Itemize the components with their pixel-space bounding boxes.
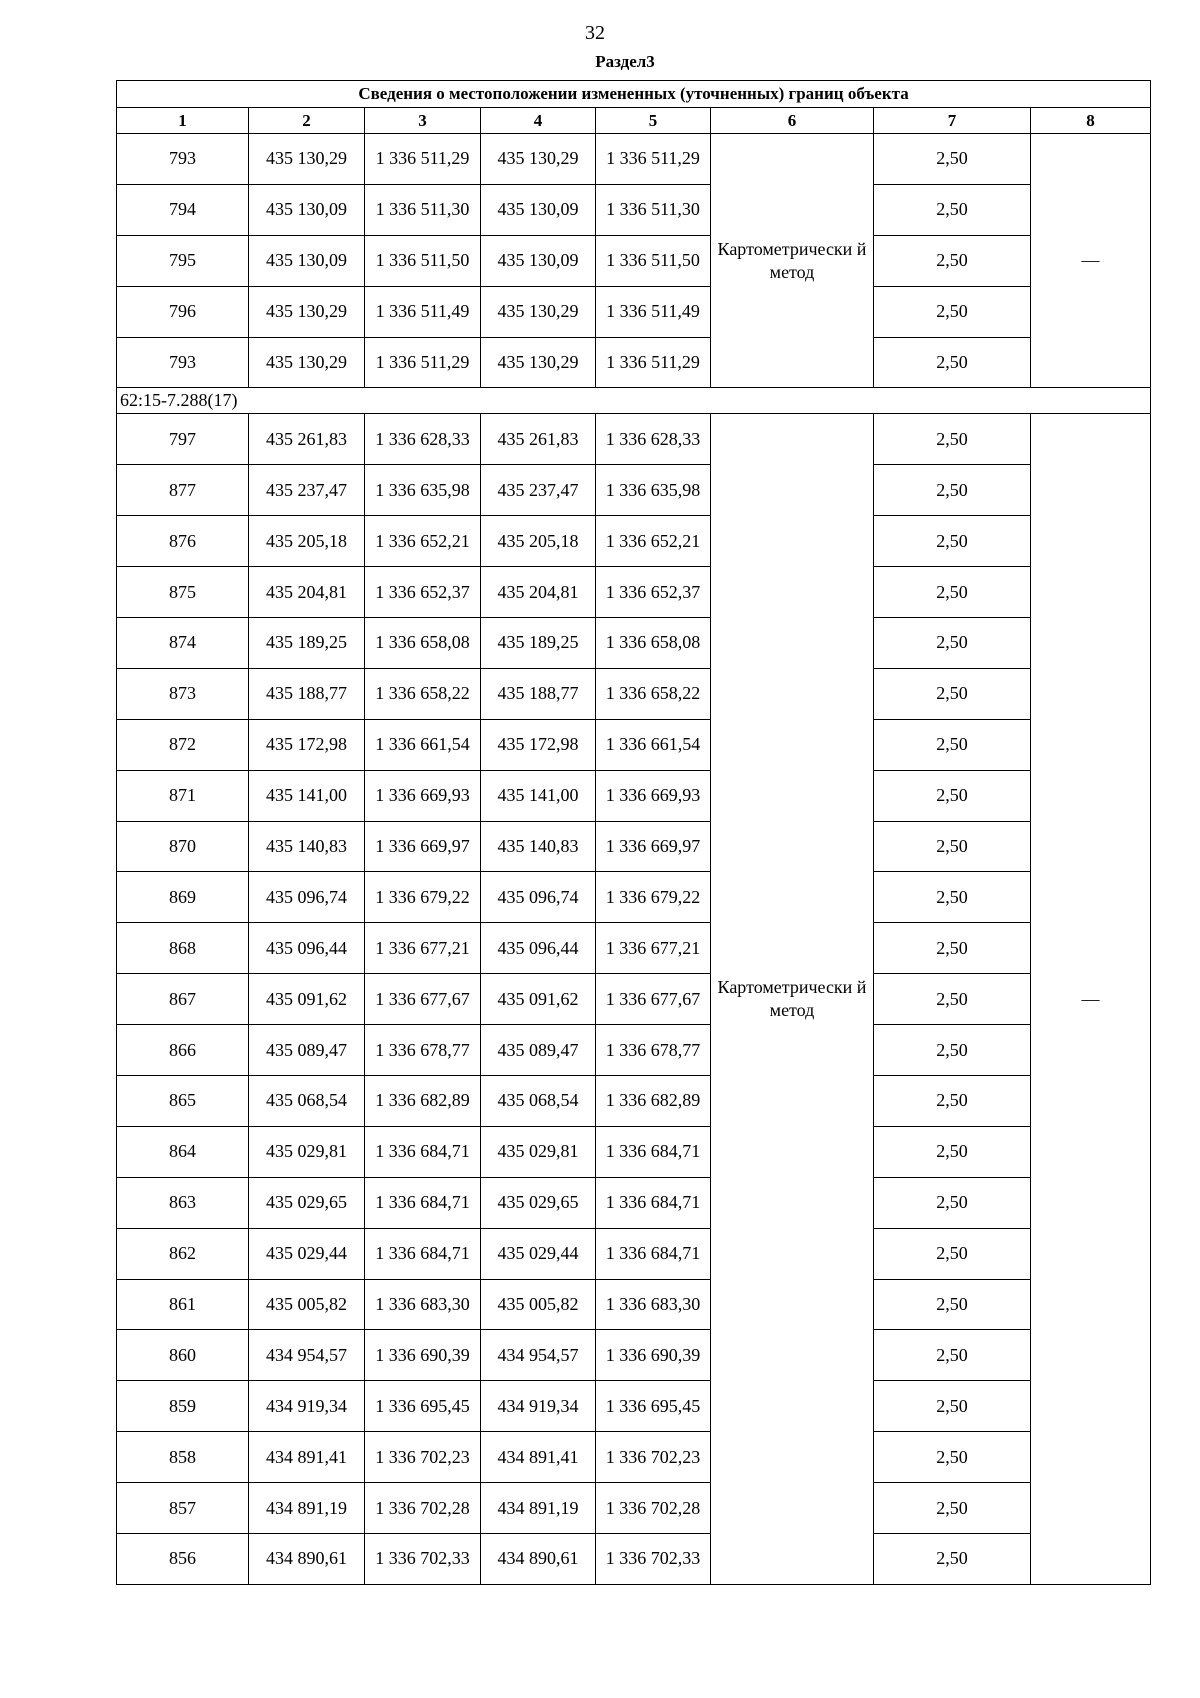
precision-value: 2,50 — [874, 184, 1031, 235]
x-coordinate: 435 089,47 — [249, 1025, 365, 1076]
precision-value: 2,50 — [874, 1381, 1031, 1432]
x-coordinate-refined: 435 140,83 — [481, 821, 596, 872]
method-cell: Картометрически й метод — [711, 134, 874, 388]
y-coordinate: 1 336 690,39 — [365, 1330, 481, 1381]
point-number: 859 — [117, 1381, 249, 1432]
y-coordinate: 1 336 511,29 — [365, 134, 481, 185]
y-coordinate-refined: 1 336 677,67 — [596, 974, 711, 1025]
point-number: 872 — [117, 719, 249, 770]
table-row — [117, 770, 1151, 821]
precision-value: 2,50 — [874, 1126, 1031, 1177]
y-coordinate: 1 336 702,23 — [365, 1432, 481, 1483]
y-coordinate: 1 336 678,77 — [365, 1025, 481, 1076]
x-coordinate: 435 140,83 — [249, 821, 365, 872]
x-coordinate-refined: 435 205,18 — [481, 516, 596, 567]
table-caption: Сведения о местоположении измененных (уточненных) границ объекта — [117, 81, 1151, 108]
table-body — [117, 134, 1151, 1585]
y-coordinate-refined: 1 336 678,77 — [596, 1025, 711, 1076]
x-coordinate: 434 890,61 — [249, 1534, 365, 1585]
column-number: 6 — [711, 108, 874, 134]
precision-value: 2,50 — [874, 1483, 1031, 1534]
y-coordinate-refined: 1 336 695,45 — [596, 1381, 711, 1432]
table-row — [117, 465, 1151, 516]
y-coordinate-refined: 1 336 658,22 — [596, 668, 711, 719]
x-coordinate: 435 237,47 — [249, 465, 365, 516]
y-coordinate-refined: 1 336 635,98 — [596, 465, 711, 516]
precision-value: 2,50 — [874, 1330, 1031, 1381]
point-number: 865 — [117, 1076, 249, 1127]
x-coordinate: 435 141,00 — [249, 770, 365, 821]
column-number: 8 — [1031, 108, 1151, 134]
x-coordinate: 435 005,82 — [249, 1279, 365, 1330]
table-row — [117, 1279, 1151, 1330]
y-coordinate: 1 336 684,71 — [365, 1177, 481, 1228]
y-coordinate-refined: 1 336 677,21 — [596, 923, 711, 974]
y-coordinate-refined: 1 336 702,23 — [596, 1432, 711, 1483]
y-coordinate: 1 336 702,33 — [365, 1534, 481, 1585]
precision-value: 2,50 — [874, 1432, 1031, 1483]
point-number: 794 — [117, 184, 249, 235]
point-number: 860 — [117, 1330, 249, 1381]
table-row — [117, 567, 1151, 618]
x-coordinate-refined: 435 237,47 — [481, 465, 596, 516]
precision-value: 2,50 — [874, 974, 1031, 1025]
precision-value: 2,50 — [874, 821, 1031, 872]
y-coordinate: 1 336 511,30 — [365, 184, 481, 235]
x-coordinate-refined: 435 141,00 — [481, 770, 596, 821]
x-coordinate-refined: 435 261,83 — [481, 414, 596, 465]
x-coordinate-refined: 435 029,44 — [481, 1228, 596, 1279]
section-title: Раздел3 — [595, 52, 655, 71]
x-coordinate-refined: 435 130,09 — [481, 184, 596, 235]
x-coordinate-refined: 435 130,09 — [481, 235, 596, 286]
y-coordinate: 1 336 677,21 — [365, 923, 481, 974]
y-coordinate: 1 336 511,50 — [365, 235, 481, 286]
y-coordinate: 1 336 652,21 — [365, 516, 481, 567]
table-row — [117, 184, 1151, 235]
x-coordinate-refined: 435 089,47 — [481, 1025, 596, 1076]
precision-value: 2,50 — [874, 1228, 1031, 1279]
x-coordinate-refined: 435 130,29 — [481, 337, 596, 388]
x-coordinate-refined: 434 891,19 — [481, 1483, 596, 1534]
x-coordinate: 435 091,62 — [249, 974, 365, 1025]
point-number: 875 — [117, 567, 249, 618]
x-coordinate-refined: 435 068,54 — [481, 1076, 596, 1127]
y-coordinate: 1 336 677,67 — [365, 974, 481, 1025]
point-number: 861 — [117, 1279, 249, 1330]
precision-value: 2,50 — [874, 1534, 1031, 1585]
table-row — [117, 1432, 1151, 1483]
x-coordinate-refined: 435 189,25 — [481, 618, 596, 669]
x-coordinate: 435 130,29 — [249, 134, 365, 185]
precision-value: 2,50 — [874, 567, 1031, 618]
table-row — [117, 1076, 1151, 1127]
x-coordinate-refined: 435 096,44 — [481, 923, 596, 974]
point-number: 795 — [117, 235, 249, 286]
y-coordinate: 1 336 658,22 — [365, 668, 481, 719]
table-row — [117, 1177, 1151, 1228]
y-coordinate: 1 336 695,45 — [365, 1381, 481, 1432]
x-coordinate: 435 130,09 — [249, 184, 365, 235]
column-number: 3 — [365, 108, 481, 134]
precision-value: 2,50 — [874, 1279, 1031, 1330]
y-coordinate-refined: 1 336 658,08 — [596, 618, 711, 669]
column-number-row — [117, 108, 1151, 134]
point-number: 862 — [117, 1228, 249, 1279]
point-number: 793 — [117, 337, 249, 388]
x-coordinate-refined: 435 029,65 — [481, 1177, 596, 1228]
x-coordinate: 435 096,44 — [249, 923, 365, 974]
point-number: 877 — [117, 465, 249, 516]
precision-value: 2,50 — [874, 770, 1031, 821]
y-coordinate-refined: 1 336 702,28 — [596, 1483, 711, 1534]
table-row — [117, 974, 1151, 1025]
table-row — [117, 618, 1151, 669]
x-coordinate: 434 891,19 — [249, 1483, 365, 1534]
precision-value: 2,50 — [874, 286, 1031, 337]
y-coordinate-refined: 1 336 652,37 — [596, 567, 711, 618]
precision-value: 2,50 — [874, 618, 1031, 669]
y-coordinate: 1 336 511,49 — [365, 286, 481, 337]
point-number: 796 — [117, 286, 249, 337]
precision-value: 2,50 — [874, 235, 1031, 286]
table-row — [117, 286, 1151, 337]
x-coordinate: 435 096,74 — [249, 872, 365, 923]
column-number: 2 — [249, 108, 365, 134]
column-number: 1 — [117, 108, 249, 134]
precision-value: 2,50 — [874, 465, 1031, 516]
x-coordinate: 435 130,29 — [249, 337, 365, 388]
point-number: 867 — [117, 974, 249, 1025]
point-number: 876 — [117, 516, 249, 567]
table-row — [117, 1126, 1151, 1177]
table-row — [117, 1025, 1151, 1076]
y-coordinate-refined: 1 336 682,89 — [596, 1076, 711, 1127]
table-row — [117, 134, 1151, 185]
table-row — [117, 719, 1151, 770]
y-coordinate: 1 336 684,71 — [365, 1228, 481, 1279]
y-coordinate-refined: 1 336 690,39 — [596, 1330, 711, 1381]
table-row — [117, 1483, 1151, 1534]
x-coordinate-refined: 435 029,81 — [481, 1126, 596, 1177]
precision-value: 2,50 — [874, 872, 1031, 923]
point-number: 797 — [117, 414, 249, 465]
x-coordinate-refined: 435 130,29 — [481, 286, 596, 337]
point-number: 870 — [117, 821, 249, 872]
y-coordinate-refined: 1 336 702,33 — [596, 1534, 711, 1585]
table-row — [117, 337, 1151, 388]
y-coordinate-refined: 1 336 652,21 — [596, 516, 711, 567]
y-coordinate: 1 336 511,29 — [365, 337, 481, 388]
parcel-number: 62:15-7.288(17) — [117, 388, 1151, 414]
table-row — [117, 235, 1151, 286]
precision-value: 2,50 — [874, 1025, 1031, 1076]
y-coordinate: 1 336 658,08 — [365, 618, 481, 669]
x-coordinate: 435 172,98 — [249, 719, 365, 770]
x-coordinate-refined: 435 096,74 — [481, 872, 596, 923]
column-number: 4 — [481, 108, 596, 134]
x-coordinate: 434 891,41 — [249, 1432, 365, 1483]
precision-value: 2,50 — [874, 719, 1031, 770]
x-coordinate-refined: 435 172,98 — [481, 719, 596, 770]
table-row — [117, 668, 1151, 719]
x-coordinate-refined: 434 890,61 — [481, 1534, 596, 1585]
x-coordinate: 434 919,34 — [249, 1381, 365, 1432]
x-coordinate-refined: 434 954,57 — [481, 1330, 596, 1381]
table-row — [117, 872, 1151, 923]
y-coordinate: 1 336 628,33 — [365, 414, 481, 465]
precision-value: 2,50 — [874, 1076, 1031, 1127]
precision-value: 2,50 — [874, 337, 1031, 388]
x-coordinate: 435 130,29 — [249, 286, 365, 337]
y-coordinate: 1 336 702,28 — [365, 1483, 481, 1534]
y-coordinate-refined: 1 336 684,71 — [596, 1126, 711, 1177]
y-coordinate: 1 336 684,71 — [365, 1126, 481, 1177]
x-coordinate-refined: 435 091,62 — [481, 974, 596, 1025]
point-number: 874 — [117, 618, 249, 669]
y-coordinate: 1 336 669,93 — [365, 770, 481, 821]
table-row — [117, 1534, 1151, 1585]
y-coordinate: 1 336 669,97 — [365, 821, 481, 872]
table-row — [117, 1381, 1151, 1432]
y-coordinate: 1 336 682,89 — [365, 1076, 481, 1127]
point-number: 871 — [117, 770, 249, 821]
x-coordinate-refined: 434 919,34 — [481, 1381, 596, 1432]
column-8-cell: — — [1031, 134, 1151, 388]
x-coordinate: 435 205,18 — [249, 516, 365, 567]
point-number: 863 — [117, 1177, 249, 1228]
point-number: 864 — [117, 1126, 249, 1177]
y-coordinate: 1 336 635,98 — [365, 465, 481, 516]
point-number: 858 — [117, 1432, 249, 1483]
point-number: 866 — [117, 1025, 249, 1076]
precision-value: 2,50 — [874, 516, 1031, 567]
table-row — [117, 1330, 1151, 1381]
x-coordinate-refined: 434 891,41 — [481, 1432, 596, 1483]
x-coordinate: 435 189,25 — [249, 618, 365, 669]
x-coordinate: 434 954,57 — [249, 1330, 365, 1381]
y-coordinate-refined: 1 336 511,29 — [596, 337, 711, 388]
boundary-coordinates-table — [116, 80, 1151, 1585]
method-cell: Картометрически й метод — [711, 414, 874, 1584]
precision-value: 2,50 — [874, 414, 1031, 465]
x-coordinate: 435 068,54 — [249, 1076, 365, 1127]
precision-value: 2,50 — [874, 923, 1031, 974]
point-number: 868 — [117, 923, 249, 974]
precision-value: 2,50 — [874, 1177, 1031, 1228]
y-coordinate-refined: 1 336 628,33 — [596, 414, 711, 465]
y-coordinate-refined: 1 336 679,22 — [596, 872, 711, 923]
y-coordinate-refined: 1 336 511,49 — [596, 286, 711, 337]
x-coordinate-refined: 435 188,77 — [481, 668, 596, 719]
parcel-row — [117, 388, 1151, 414]
y-coordinate-refined: 1 336 669,93 — [596, 770, 711, 821]
y-coordinate: 1 336 661,54 — [365, 719, 481, 770]
column-number: 7 — [874, 108, 1031, 134]
column-8-cell: — — [1031, 414, 1151, 1584]
x-coordinate: 435 029,44 — [249, 1228, 365, 1279]
point-number: 873 — [117, 668, 249, 719]
y-coordinate: 1 336 652,37 — [365, 567, 481, 618]
point-number: 793 — [117, 134, 249, 185]
point-number: 856 — [117, 1534, 249, 1585]
y-coordinate-refined: 1 336 511,50 — [596, 235, 711, 286]
x-coordinate-refined: 435 204,81 — [481, 567, 596, 618]
precision-value: 2,50 — [874, 668, 1031, 719]
point-number: 857 — [117, 1483, 249, 1534]
x-coordinate: 435 188,77 — [249, 668, 365, 719]
page-number: 32 — [585, 22, 605, 44]
y-coordinate: 1 336 679,22 — [365, 872, 481, 923]
y-coordinate: 1 336 683,30 — [365, 1279, 481, 1330]
y-coordinate-refined: 1 336 511,29 — [596, 134, 711, 185]
table-row — [117, 923, 1151, 974]
x-coordinate: 435 130,09 — [249, 235, 365, 286]
y-coordinate-refined: 1 336 683,30 — [596, 1279, 711, 1330]
x-coordinate: 435 204,81 — [249, 567, 365, 618]
y-coordinate-refined: 1 336 684,71 — [596, 1177, 711, 1228]
y-coordinate-refined: 1 336 684,71 — [596, 1228, 711, 1279]
table-row — [117, 516, 1151, 567]
precision-value: 2,50 — [874, 134, 1031, 185]
table-row — [117, 821, 1151, 872]
y-coordinate-refined: 1 336 669,97 — [596, 821, 711, 872]
table-row — [117, 1228, 1151, 1279]
x-coordinate: 435 029,81 — [249, 1126, 365, 1177]
y-coordinate-refined: 1 336 661,54 — [596, 719, 711, 770]
x-coordinate-refined: 435 005,82 — [481, 1279, 596, 1330]
column-number: 5 — [596, 108, 711, 134]
table-row — [117, 414, 1151, 465]
y-coordinate-refined: 1 336 511,30 — [596, 184, 711, 235]
x-coordinate: 435 261,83 — [249, 414, 365, 465]
x-coordinate: 435 029,65 — [249, 1177, 365, 1228]
point-number: 869 — [117, 872, 249, 923]
x-coordinate-refined: 435 130,29 — [481, 134, 596, 185]
